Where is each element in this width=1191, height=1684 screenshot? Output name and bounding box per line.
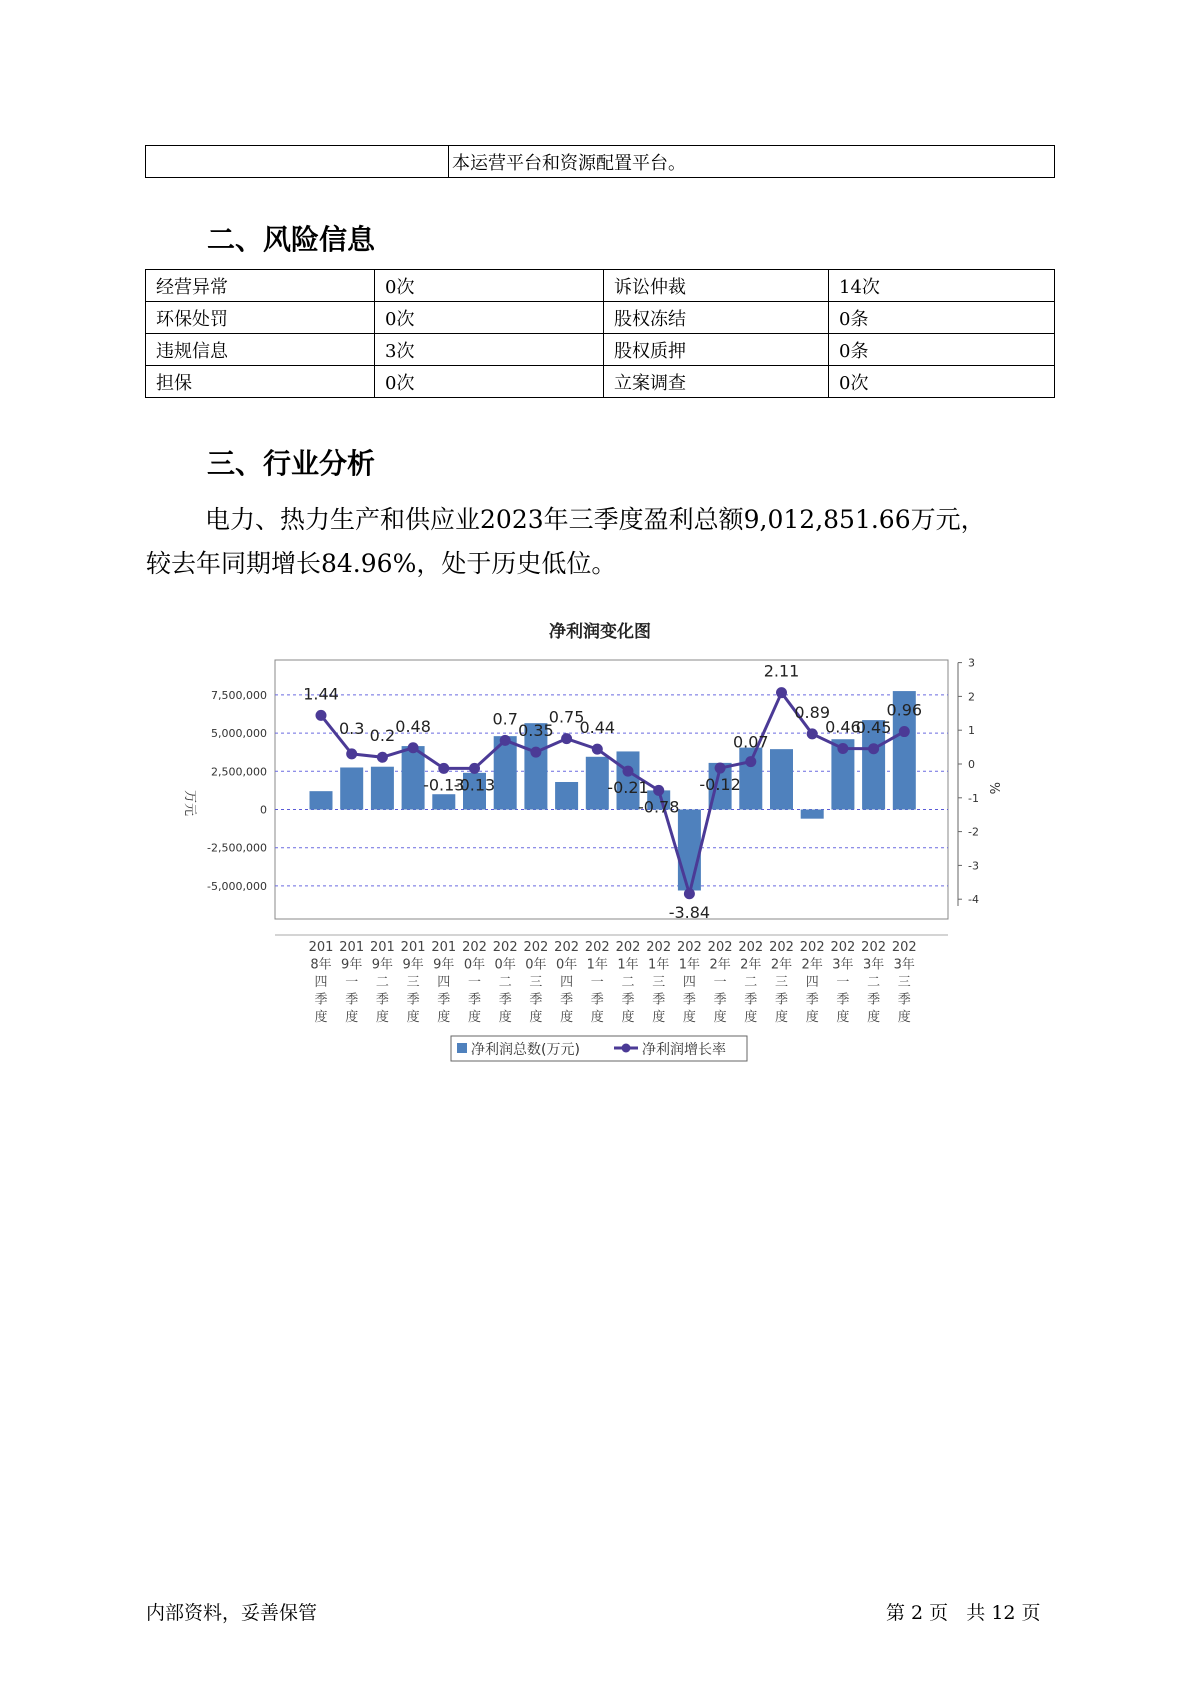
bar xyxy=(801,810,824,819)
x-tick-label: 季 xyxy=(805,992,819,1008)
x-tick-label: 202 xyxy=(769,940,794,955)
bar xyxy=(555,782,578,810)
growth-point xyxy=(745,756,756,767)
x-tick-label: 三 xyxy=(529,975,543,990)
x-tick-label: 度 xyxy=(467,1010,482,1025)
x-tick-label: 季 xyxy=(897,992,911,1008)
x-tick-label: 8年 xyxy=(310,957,332,973)
x-tick-label: 三 xyxy=(652,975,666,990)
growth-data-label: 0.89 xyxy=(794,702,831,722)
x-tick-label: 季 xyxy=(621,992,635,1008)
x-tick-label: 一 xyxy=(345,975,359,990)
x-tick-label: 度 xyxy=(682,1010,696,1025)
risk-label: 担保 xyxy=(146,366,375,398)
x-tick-label: 季 xyxy=(467,992,482,1008)
y-tick-right: -2 xyxy=(968,825,979,839)
y-tick-right: -3 xyxy=(968,859,979,873)
y-tick-right: 2 xyxy=(968,690,975,704)
x-tick-label: 202 xyxy=(646,940,672,955)
growth-data-label: 0.7 xyxy=(492,709,518,729)
x-tick-label: 3年 xyxy=(862,957,885,973)
x-tick-label: 201 xyxy=(400,940,426,955)
growth-point xyxy=(684,888,695,899)
x-tick-label: 三 xyxy=(897,975,911,990)
chart-legend xyxy=(451,1036,747,1061)
growth-data-label: 0.75 xyxy=(548,707,585,727)
x-tick-label: 一 xyxy=(590,975,604,990)
x-tick-label: 度 xyxy=(621,1010,635,1025)
y-tick-left: -5,000,000 xyxy=(207,879,267,893)
x-tick-label: 度 xyxy=(836,1010,850,1025)
x-tick-label: 季 xyxy=(375,992,389,1008)
x-tick-label: 季 xyxy=(713,992,727,1008)
x-tick-label: 一 xyxy=(713,975,727,990)
risk-label: 立案调查 xyxy=(604,366,829,398)
x-tick-label: 季 xyxy=(836,992,850,1008)
x-tick-label: 1年 xyxy=(586,957,608,973)
growth-data-label: 0.96 xyxy=(886,700,923,720)
x-tick-label: 2年 xyxy=(740,957,762,973)
x-tick-label: 季 xyxy=(652,992,666,1008)
growth-data-label: 1.44 xyxy=(303,684,339,704)
x-tick-label: 度 xyxy=(560,1010,574,1025)
growth-data-label: 0.45 xyxy=(855,717,892,737)
x-tick-label: 四 xyxy=(314,975,328,990)
risk-row xyxy=(146,366,1055,398)
x-tick-label: 度 xyxy=(345,1010,359,1025)
x-tick-label: 一 xyxy=(836,975,850,990)
x-tick-label: 3年 xyxy=(832,957,854,973)
risk-label: 经营异常 xyxy=(146,270,375,302)
growth-point xyxy=(807,728,818,739)
growth-data-label: 2.11 xyxy=(763,661,800,681)
x-tick-label: 2年 xyxy=(770,957,793,973)
growth-data-label: -0.78 xyxy=(637,797,680,817)
legend-bar-label: 净利润总数(万元) xyxy=(471,1042,580,1058)
x-tick-label: 季 xyxy=(682,992,696,1008)
risk-label: 违规信息 xyxy=(146,334,375,366)
growth-point xyxy=(776,687,787,698)
x-tick-label: 201 xyxy=(308,940,334,955)
x-tick-label: 季 xyxy=(345,992,359,1008)
bar xyxy=(586,757,609,810)
x-tick-label: 2年 xyxy=(709,957,731,973)
growth-point xyxy=(469,763,480,774)
risk-value: 0次 xyxy=(375,270,604,302)
x-tick-label: 季 xyxy=(437,992,451,1008)
x-tick-label: 四 xyxy=(805,975,819,990)
x-tick-label: 季 xyxy=(590,992,604,1008)
x-tick-label: 202 xyxy=(707,940,733,955)
top-table-right-cell: 本运营平台和资源配置平台。 xyxy=(449,146,1055,178)
risk-label: 股权冻结 xyxy=(604,302,829,334)
x-tick-label: 季 xyxy=(529,992,543,1008)
footer-page-number: 第 2 页 共 12 页 xyxy=(886,1602,1041,1624)
risk-row xyxy=(146,334,1055,366)
x-tick-label: 202 xyxy=(799,940,825,955)
x-tick-label: 度 xyxy=(713,1010,727,1025)
y-tick-left: 2,500,000 xyxy=(211,765,267,779)
growth-data-label: -0.13 xyxy=(453,775,496,795)
x-tick-label: 202 xyxy=(676,940,702,955)
x-tick-label: 9年 xyxy=(341,957,363,973)
x-tick-label: 度 xyxy=(652,1010,666,1025)
growth-data-label: -0.21 xyxy=(607,778,649,798)
x-tick-label: 二 xyxy=(621,975,635,990)
growth-data-label: 0.44 xyxy=(579,718,616,738)
x-tick-label: 0年 xyxy=(555,957,578,973)
growth-point xyxy=(899,726,910,737)
x-tick-label: 三 xyxy=(774,975,789,990)
bar xyxy=(770,749,793,809)
bar xyxy=(402,746,425,809)
y-tick-right: 0 xyxy=(968,758,975,771)
growth-point xyxy=(377,752,388,763)
x-tick-label: 202 xyxy=(554,940,580,955)
growth-data-label: 0.48 xyxy=(395,716,431,736)
bar xyxy=(432,794,455,809)
risk-table xyxy=(145,269,1055,398)
x-tick-label: 1年 xyxy=(648,957,670,973)
risk-value: 0次 xyxy=(375,302,604,334)
x-tick-label: 202 xyxy=(830,940,856,955)
x-tick-label: 202 xyxy=(462,940,487,955)
x-tick-label: 度 xyxy=(529,1010,543,1025)
growth-point xyxy=(530,747,541,758)
x-tick-label: 202 xyxy=(492,940,518,955)
y-tick-right: 3 xyxy=(968,656,975,670)
x-tick-label: 度 xyxy=(437,1010,451,1025)
growth-data-label: 0.35 xyxy=(518,721,554,741)
x-tick-label: 9年 xyxy=(433,957,455,973)
x-tick-label: 季 xyxy=(406,992,420,1008)
net-profit-chart xyxy=(0,600,1191,1080)
x-tick-label: 度 xyxy=(897,1010,911,1025)
x-tick-label: 3年 xyxy=(893,957,915,973)
x-tick-label: 201 xyxy=(369,940,395,955)
y-tick-right: -1 xyxy=(968,791,979,805)
x-tick-label: 度 xyxy=(314,1010,328,1025)
x-tick-label: 三 xyxy=(406,975,420,990)
risk-value: 0次 xyxy=(375,366,604,398)
bar xyxy=(340,767,363,809)
x-tick-label: 一 xyxy=(467,975,482,990)
growth-data-label: 0.3 xyxy=(338,718,365,738)
x-tick-label: 202 xyxy=(615,940,641,955)
legend-line-label: 净利润增长率 xyxy=(642,1042,726,1058)
risk-value: 14次 xyxy=(829,270,1055,302)
x-tick-label: 二 xyxy=(498,975,512,990)
bar xyxy=(310,791,333,809)
y-tick-left: -2,500,000 xyxy=(207,841,267,855)
growth-point xyxy=(868,743,879,754)
risk-label: 股权质押 xyxy=(604,334,829,366)
analysis-line-2: 较去年同期增长84.96%，处于历史低位。 xyxy=(146,549,617,578)
bar xyxy=(371,767,394,810)
growth-point xyxy=(837,743,848,754)
x-tick-label: 二 xyxy=(867,975,881,990)
x-tick-label: 季 xyxy=(498,992,512,1008)
growth-point xyxy=(438,763,449,774)
x-tick-label: 202 xyxy=(523,940,549,955)
x-tick-label: 202 xyxy=(861,940,887,955)
x-tick-label: 9年 xyxy=(371,957,394,973)
x-tick-label: 度 xyxy=(375,1010,389,1025)
top-table-left-cell xyxy=(146,146,449,178)
growth-point xyxy=(408,742,419,753)
risk-row xyxy=(146,270,1055,302)
x-tick-label: 度 xyxy=(805,1010,819,1025)
y-tick-left: 7,500,000 xyxy=(211,688,267,702)
x-tick-label: 201 xyxy=(431,940,457,955)
y-tick-right: 1 xyxy=(968,724,975,738)
chart-title: 净利润变化图 xyxy=(549,622,651,642)
x-tick-label: 季 xyxy=(774,992,789,1008)
risk-value: 3次 xyxy=(375,334,604,366)
growth-data-label: 0.07 xyxy=(732,732,769,752)
risk-label: 诉讼仲裁 xyxy=(604,270,829,302)
x-tick-label: 四 xyxy=(437,975,451,990)
x-tick-label: 季 xyxy=(314,992,328,1008)
growth-point xyxy=(653,785,664,796)
y-axis-right-label: % xyxy=(986,782,1001,795)
x-tick-label: 度 xyxy=(867,1010,881,1025)
growth-data-label: 0.46 xyxy=(825,717,861,737)
x-tick-label: 202 xyxy=(584,940,610,955)
y-tick-left: 5,000,000 xyxy=(211,727,267,741)
x-tick-label: 季 xyxy=(867,992,881,1008)
x-tick-label: 季 xyxy=(744,992,758,1008)
x-tick-label: 度 xyxy=(498,1010,512,1025)
growth-point xyxy=(500,735,511,746)
risk-row xyxy=(146,302,1055,334)
growth-point xyxy=(715,763,726,774)
analysis-line-1: 电力、热力生产和供应业2023年三季度盈利总额9,012,851.66万元， xyxy=(205,505,986,534)
risk-value: 0条 xyxy=(829,302,1055,334)
growth-data-label: 0.2 xyxy=(369,726,396,746)
x-tick-label: 度 xyxy=(590,1010,604,1025)
growth-point xyxy=(316,710,327,721)
x-tick-label: 0年 xyxy=(463,957,486,973)
x-tick-label: 1年 xyxy=(617,957,639,973)
section-2-title: 二、风险信息 xyxy=(207,223,376,256)
x-tick-label: 202 xyxy=(738,940,764,955)
risk-value: 0次 xyxy=(829,366,1055,398)
x-tick-label: 季 xyxy=(560,992,574,1008)
x-tick-label: 四 xyxy=(560,975,574,990)
top-table xyxy=(145,145,1055,178)
x-tick-label: 四 xyxy=(682,975,696,990)
growth-data-label: -0.12 xyxy=(699,775,741,795)
growth-data-label: -0.13 xyxy=(423,775,465,795)
x-tick-label: 度 xyxy=(406,1010,420,1025)
legend-line-marker xyxy=(622,1044,631,1053)
x-tick-label: 2年 xyxy=(801,957,823,973)
x-tick-label: 9年 xyxy=(402,957,424,973)
section-3-title: 三、行业分析 xyxy=(207,447,376,480)
legend-bar-swatch xyxy=(457,1043,467,1053)
x-tick-label: 二 xyxy=(744,975,758,990)
growth-point xyxy=(561,733,572,744)
y-tick-left: 0 xyxy=(260,803,267,817)
x-tick-label: 0年 xyxy=(494,957,516,973)
y-axis-left-label: 万元 xyxy=(182,790,197,817)
risk-label: 环保处罚 xyxy=(146,302,375,334)
growth-point xyxy=(592,744,603,755)
growth-point xyxy=(346,748,357,759)
growth-point xyxy=(623,766,634,777)
x-tick-label: 度 xyxy=(744,1010,758,1025)
growth-data-label: -3.84 xyxy=(668,902,711,922)
x-tick-label: 0年 xyxy=(525,957,547,973)
bar xyxy=(678,810,701,891)
risk-value: 0条 xyxy=(829,334,1055,366)
x-tick-label: 二 xyxy=(375,975,389,990)
x-tick-label: 202 xyxy=(891,940,917,955)
footer-confidential: 内部资料，妥善保管 xyxy=(146,1602,318,1624)
x-tick-label: 度 xyxy=(774,1010,789,1025)
x-tick-label: 1年 xyxy=(678,957,701,973)
y-tick-right: -4 xyxy=(968,893,979,907)
x-tick-label: 201 xyxy=(339,940,365,955)
